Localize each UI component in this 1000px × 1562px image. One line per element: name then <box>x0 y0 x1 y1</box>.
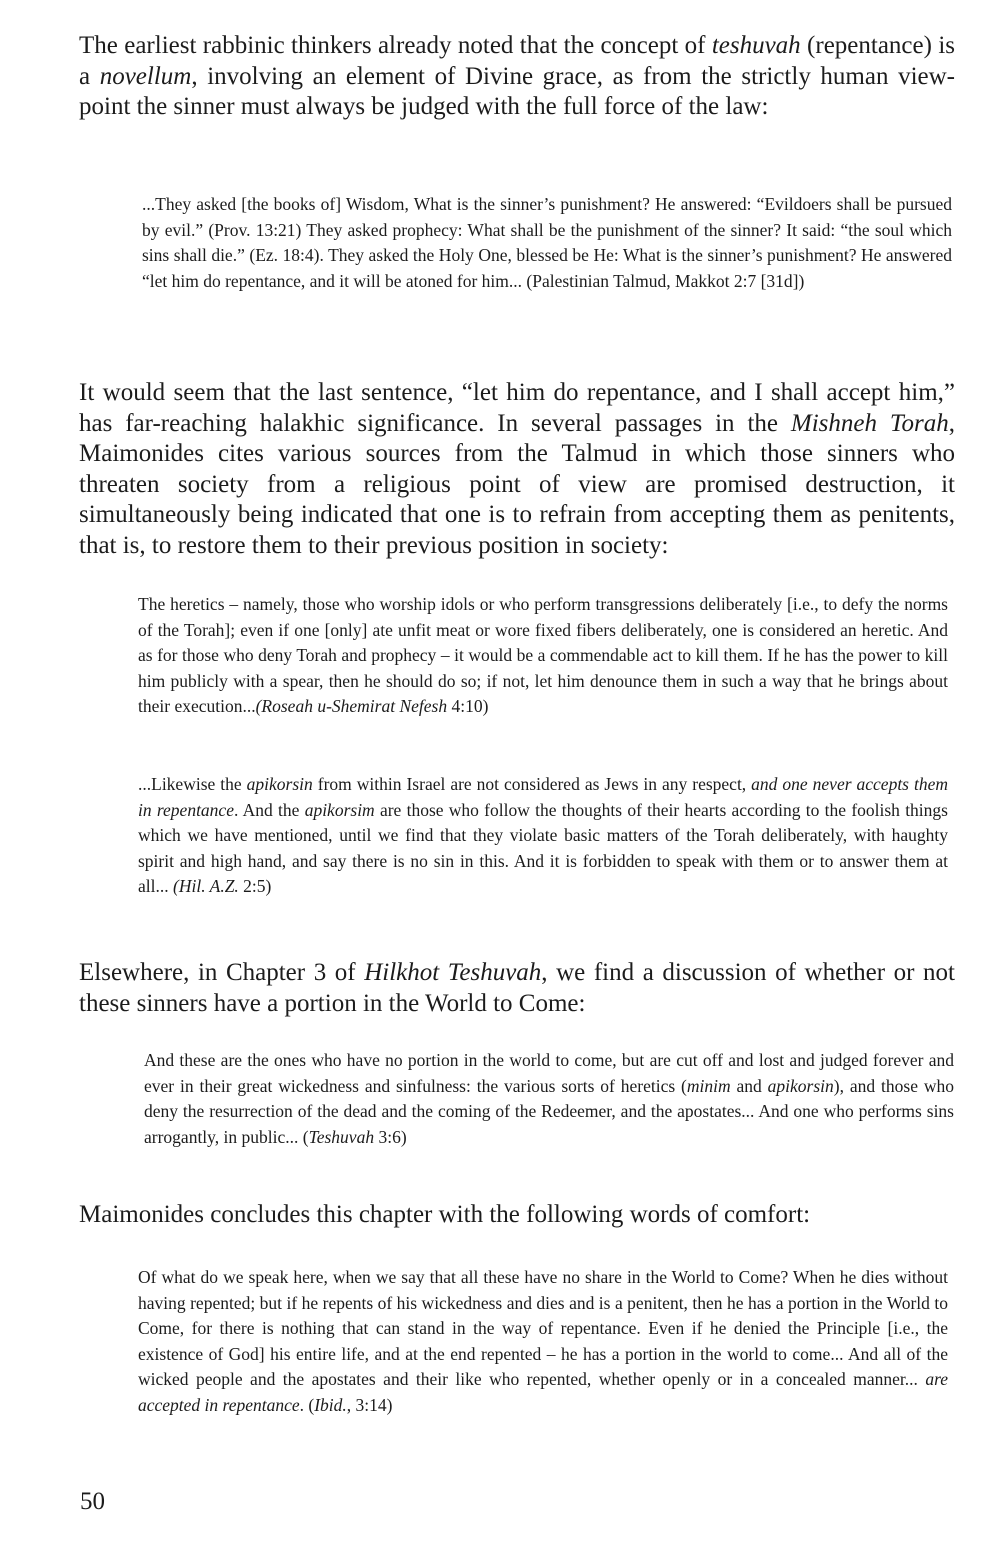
page-number: 50 <box>80 1488 105 1515</box>
block-quote-roseah: The heretics – namely, those who worship idols or who perform transgressions deliberately [i.e., to defy the norms of the Torah]; even if one [only] ate unfit meat or wore fixed fibers deliberately, one is considered an heretic. And as for those who deny Torah and prophecy – it would be a commendable act to kill them. If he has the power to kill him publicly with a spear, then he should do so; if not, let him denounce them in such a way that he brings about their execution...(Roseah u-Shemirat Nefesh 4:10) <box>138 594 948 716</box>
block-quote-teshuvah-3-14: Of what do we speak here, when we say that all these have no share in the World to Come? When he dies without having repented; but if he repents of his wickedness and dies and is a penitent, then he has a portion in the World to Come, for there is nothing that can stand in the way of repentance. Even if he denied the Principle [i.e., the existence of God] his entire life, and at the end repented – he has a portion in the world to come... And all of the wicked people and the apostates and their like who repented, whether openly or in a concealed manner... are accepted in repentance. (Ibid., 3:14) <box>138 1267 948 1415</box>
world-to-come-paragraph: Elsewhere, in Chapter 3 of Hilkhot Teshuvah, we find a discussion of whether or not these sinners have a portion in the World to Come: <box>79 959 955 1017</box>
block-quote-talmud: ...They asked [the books of] Wisdom, What is the sinner’s punishment? He answered: “Evildoers shall be pursued by evil.” (Prov. 13:21) They asked prophecy: What shall be the punishment of the sinner? It said: “the soul which sins shall die.” (Ez. 18:4). They asked the Holy One, blessed be He: What is the sinner’s punishment? He answered “let him do repentance, and it will be atoned for him... (Palestinian Talmud, Makkot 2:7 [31d]) <box>142 194 952 291</box>
block-quote-teshuvah-3-6: And these are the ones who have no portion in the world to come, but are cut off and lost and judged forever and ever in their great wickedness and sinfulness: the various sorts of heretics (minim and apikorsin), and those who deny the resurrection of the dead and the coming of the Redeemer, and the apostates... And one who performs sins arrogantly, in public... (Teshuvah 3:6) <box>144 1050 954 1147</box>
block-quote-apikorsin: ...Likewise the apikorsin from within Israel are not considered as Jews in any respect, and one never accepts them in repentance. And the apikorsim are those who follow the thoughts of their hearts according to the foolish things which we have mentioned, until we find that they violate basic matters of the Torah deliberately, with haughty spirit and high hand, and say there is no sin in this. And it is forbidden to speak with them or to answer them at all... (Hil. A.Z. 2:5) <box>138 774 948 896</box>
comfort-paragraph: Maimonides concludes this chapter with the following words of comfort: <box>79 1201 811 1228</box>
halakhic-significance-paragraph: It would seem that the last sentence, “let him do repentance, and I shall accept him,” has far-reaching halakhic significance. In several passages in the Mishneh Torah, Maimonides cites various sources from the Talmud in which those sinners who threaten society from a religious point of view are promised destruction, it simultaneously being indicated that one is to refrain from accepting them as penitents, that is, to restore them to their previous position in society: <box>79 379 955 559</box>
intro-paragraph: The earliest rabbinic thinkers already noted that the concept of teshuvah (repentance) is a novellum, involving an element of Divine grace, as from the strictly human view-point the sinner must always be judged with the full force of the law: <box>79 32 955 120</box>
